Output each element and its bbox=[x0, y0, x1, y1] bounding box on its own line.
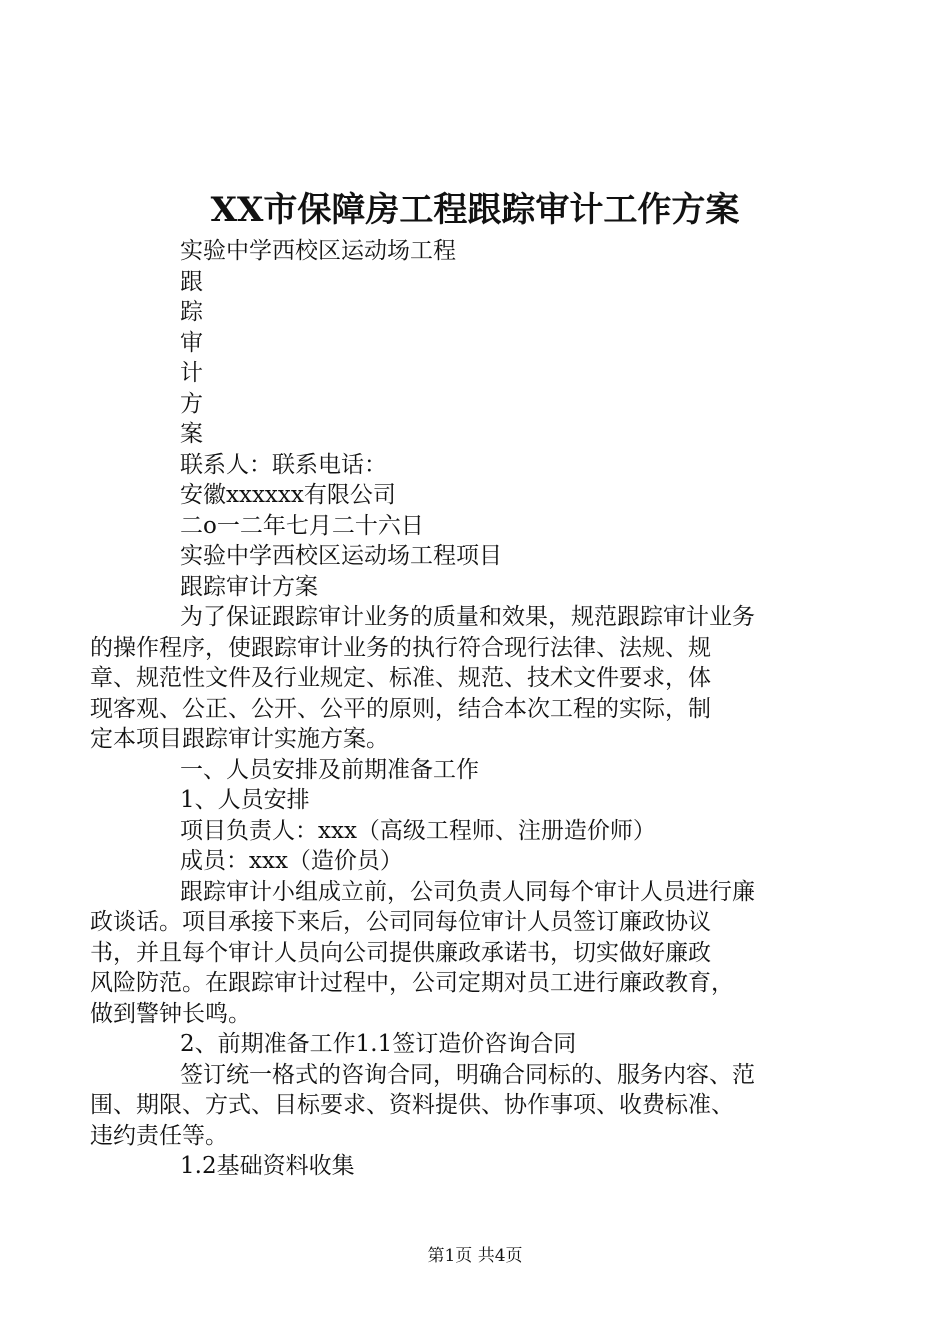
paragraph-line: 现客观、公正、公开、公平的原则，结合本次工程的实际，制 bbox=[90, 695, 711, 722]
cover-line: 方 bbox=[180, 390, 203, 417]
team-member: 成员：xxx（造价员） bbox=[180, 848, 403, 874]
subsection-heading: 1、人员安排 bbox=[180, 787, 310, 813]
paragraph-contract bbox=[90, 1060, 755, 1152]
company-name: 安徽xxxxxx有限公司 bbox=[180, 482, 396, 508]
cover-line: 实验中学西校区运动场工程 bbox=[180, 238, 456, 264]
document-body bbox=[90, 236, 840, 1182]
cover-line: 案 bbox=[180, 421, 203, 447]
paragraph-line: 风险防范。在跟踪审计过程中，公司定期对员工进行廉政教育， bbox=[90, 970, 734, 996]
document-date: 二o一二年七月二十六日 bbox=[180, 512, 424, 539]
cover-line: 计 bbox=[180, 360, 203, 386]
paragraph-line: 的操作程序，使跟踪审计业务的执行符合现行法律、法规、规 bbox=[90, 634, 711, 661]
cover-line: 踪 bbox=[180, 299, 203, 325]
paragraph-line: 做到警钟长鸣。 bbox=[90, 1000, 251, 1027]
paragraph-line: 违约责任等。 bbox=[90, 1122, 228, 1149]
page-footer: 第1页 共4页 bbox=[427, 1246, 523, 1266]
paragraph-line: 政谈话。项目承接下来后，公司同每位审计人员签订廉政协议 bbox=[90, 909, 711, 935]
paragraph-line: 为了保证跟踪审计业务的质量和效果，规范跟踪审计业务 bbox=[180, 604, 755, 630]
project-leader: 项目负责人：xxx（高级工程师、注册造价师） bbox=[180, 817, 656, 844]
cover-line: 跟 bbox=[180, 268, 203, 295]
paragraph-line: 章、规范性文件及行业规定、标准、规范、技术文件要求，体 bbox=[90, 665, 711, 691]
page-title: XX市保障房工程跟踪审计工作方案 bbox=[210, 190, 740, 230]
subsection-heading: 2、前期准备工作1.1签订造价咨询合同 bbox=[180, 1031, 577, 1057]
subsection-heading: 1.2基础资料收集 bbox=[180, 1153, 355, 1179]
paragraph-line: 定本项目跟踪审计实施方案。 bbox=[90, 726, 389, 752]
paragraph-integrity bbox=[90, 877, 755, 1030]
paragraph-line: 跟踪审计小组成立前，公司负责人同每个审计人员进行廉 bbox=[180, 878, 755, 905]
plan-title: 跟踪审计方案 bbox=[180, 573, 318, 600]
paragraph-purpose bbox=[90, 602, 755, 755]
paragraph-line: 书，并且每个审计人员向公司提供廉政承诺书，切实做好廉政 bbox=[90, 939, 711, 966]
paragraph-line: 签订统一格式的咨询合同，明确合同标的、服务内容、范 bbox=[180, 1061, 755, 1088]
project-name: 实验中学西校区运动场工程项目 bbox=[180, 543, 502, 569]
section-heading: 一、人员安排及前期准备工作 bbox=[180, 756, 479, 783]
paragraph-line: 围、期限、方式、目标要求、资料提供、协作事项、收费标准、 bbox=[90, 1092, 734, 1118]
contact-line: 联系人：联系电话： bbox=[180, 451, 387, 478]
cover-line: 审 bbox=[180, 329, 203, 356]
